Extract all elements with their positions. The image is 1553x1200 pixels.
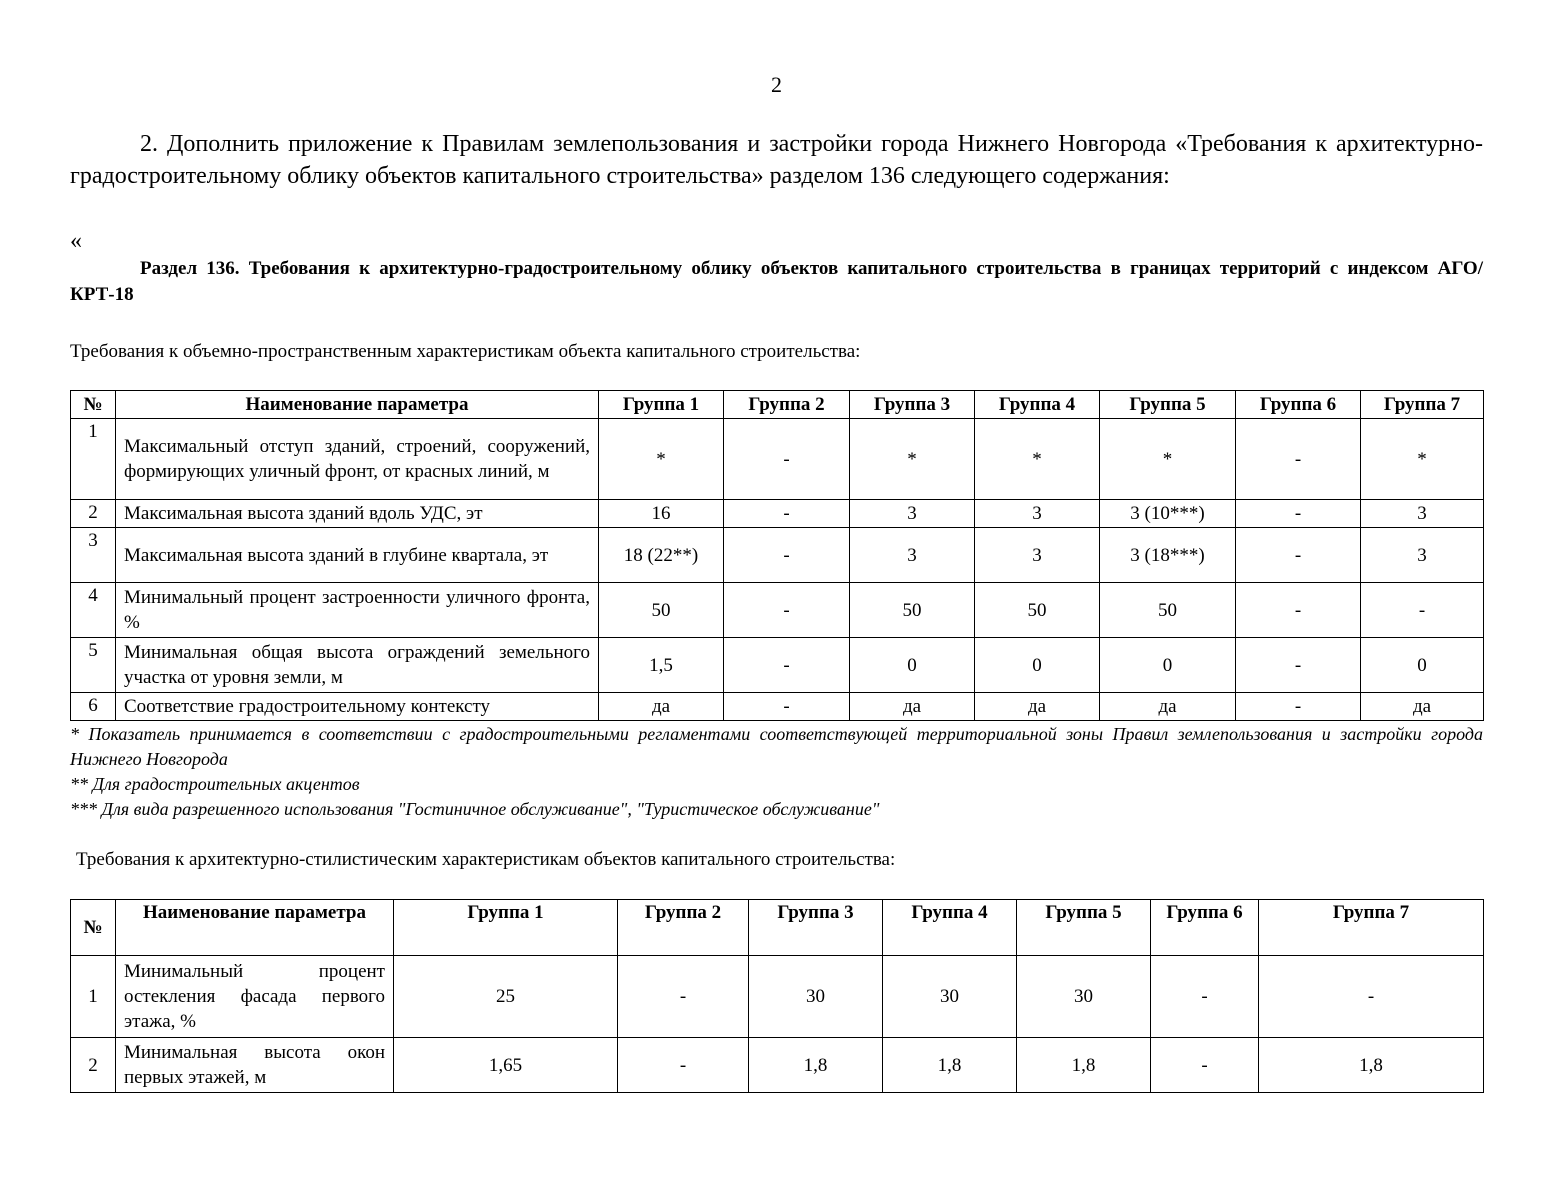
value-cell: да <box>599 693 724 721</box>
value-cell: да <box>1100 693 1236 721</box>
value-cell: 25 <box>394 956 618 1038</box>
value-cell: 3 <box>850 500 975 528</box>
intro-paragraph: 2. Дополнить приложение к Правилам землепользования и застройки города Нижнего Новгорода «Требования к архитектурно-градостроительному облику объектов капитального строительства» разделом 136 следующего содержания: <box>70 131 1483 189</box>
row-number: 3 <box>71 528 116 583</box>
value-cell: 1,8 <box>749 1038 883 1093</box>
value-cell: 3 <box>850 528 975 583</box>
value-cell: 3 (18***) <box>1100 528 1236 583</box>
footnote: * Показатель принимается в соответствии с градостроительными регламентами соответствующей территориальной зоны Правил землепользования и застройки города Нижнего Новгорода <box>70 724 1483 769</box>
value-cell: да <box>850 693 975 721</box>
opening-quote: « <box>70 228 82 254</box>
value-cell: 0 <box>975 638 1100 693</box>
value-cell: да <box>975 693 1100 721</box>
value-cell: 1,5 <box>599 638 724 693</box>
header-cell: Группа 6 <box>1236 391 1361 419</box>
table-row <box>71 419 1484 500</box>
row-number: 1 <box>71 419 116 500</box>
value-cell: 30 <box>749 956 883 1038</box>
table1-footnotes <box>70 722 1483 822</box>
header-cell: Группа 2 <box>724 391 850 419</box>
value-cell: - <box>724 500 850 528</box>
table-row <box>71 956 1484 1038</box>
value-cell: да <box>1361 693 1484 721</box>
header-cell: Группа 4 <box>883 900 1017 956</box>
row-number: 6 <box>71 693 116 721</box>
value-cell: 0 <box>1361 638 1484 693</box>
value-cell: 50 <box>975 583 1100 638</box>
table-row <box>71 1038 1484 1093</box>
header-cell: Группа 2 <box>618 900 749 956</box>
value-cell: - <box>1361 583 1484 638</box>
value-cell: - <box>724 528 850 583</box>
footnote: *** Для вида разрешенного использования "Гостиничное обслуживание", "Туристическое обслуживание" <box>70 799 880 819</box>
value-cell: - <box>1236 638 1361 693</box>
architectural-style-table <box>70 899 1484 1093</box>
value-cell: - <box>724 693 850 721</box>
row-number: 2 <box>71 500 116 528</box>
value-cell: - <box>1236 500 1361 528</box>
parameter-name: Максимальный отступ зданий, строений, сооружений, формирующих уличный фронт, от красных линий, м <box>116 419 599 500</box>
table-header-row <box>71 391 1484 419</box>
value-cell: 50 <box>599 583 724 638</box>
header-cell: Группа 7 <box>1259 900 1484 956</box>
value-cell: 3 (10***) <box>1100 500 1236 528</box>
value-cell: 1,8 <box>883 1038 1017 1093</box>
value-cell: 50 <box>1100 583 1236 638</box>
value-cell: - <box>1151 956 1259 1038</box>
value-cell: 0 <box>1100 638 1236 693</box>
page-number: 2 <box>771 72 782 97</box>
section-title: Раздел 136. Требования к архитектурно-градостроительному облику объектов капитального строительства в границах территорий с индексом АГО/КРТ-18 <box>70 258 1483 305</box>
parameter-name: Минимальный процент застроенности уличного фронта, % <box>116 583 599 638</box>
table-row <box>71 528 1484 583</box>
value-cell: 1,8 <box>1017 1038 1151 1093</box>
value-cell: - <box>1259 956 1484 1038</box>
value-cell: - <box>1236 693 1361 721</box>
value-cell: - <box>1236 583 1361 638</box>
value-cell: - <box>1151 1038 1259 1093</box>
value-cell: 30 <box>883 956 1017 1038</box>
parameter-name: Минимальная высота окон первых этажей, м <box>116 1038 394 1093</box>
value-cell: 0 <box>850 638 975 693</box>
row-number: 4 <box>71 583 116 638</box>
table2-caption: Требования к архитектурно-стилистическим характеристикам объектов капитального строительства: <box>76 849 896 870</box>
table-row <box>71 693 1484 721</box>
row-number: 2 <box>71 1038 116 1093</box>
header-cell: Группа 6 <box>1151 900 1259 956</box>
value-cell: - <box>1236 528 1361 583</box>
header-cell: № <box>71 900 116 956</box>
value-cell: 3 <box>1361 528 1484 583</box>
header-cell: Группа 5 <box>1100 391 1236 419</box>
parameter-name: Минимальная общая высота ограждений земельного участка от уровня земли, м <box>116 638 599 693</box>
volume-spatial-table <box>70 390 1484 721</box>
row-number: 5 <box>71 638 116 693</box>
header-cell: Наименование параметра <box>116 900 394 956</box>
header-cell: Группа 3 <box>749 900 883 956</box>
footnote: ** Для градостроительных акцентов <box>70 774 360 794</box>
value-cell: * <box>1100 419 1236 500</box>
header-cell: № <box>71 391 116 419</box>
table1-caption: Требования к объемно-пространственным характеристикам объекта капитального строительства: <box>70 341 861 362</box>
value-cell: 50 <box>850 583 975 638</box>
table-header-row <box>71 900 1484 956</box>
value-cell: 16 <box>599 500 724 528</box>
value-cell: * <box>975 419 1100 500</box>
value-cell: 3 <box>975 528 1100 583</box>
value-cell: - <box>724 419 850 500</box>
value-cell: 18 (22**) <box>599 528 724 583</box>
parameter-name: Соответствие градостроительному контексту <box>116 693 599 721</box>
value-cell: 1,65 <box>394 1038 618 1093</box>
row-number: 1 <box>71 956 116 1038</box>
header-cell: Группа 3 <box>850 391 975 419</box>
parameter-name: Минимальный процент остекления фасада первого этажа, % <box>116 956 394 1038</box>
value-cell: 30 <box>1017 956 1151 1038</box>
value-cell: - <box>618 956 749 1038</box>
header-cell: Наименование параметра <box>116 391 599 419</box>
value-cell: * <box>850 419 975 500</box>
header-cell: Группа 1 <box>394 900 618 956</box>
header-cell: Группа 1 <box>599 391 724 419</box>
table-row <box>71 500 1484 528</box>
parameter-name: Максимальная высота зданий в глубине квартала, эт <box>116 528 599 583</box>
value-cell: * <box>1361 419 1484 500</box>
header-cell: Группа 4 <box>975 391 1100 419</box>
value-cell: * <box>599 419 724 500</box>
value-cell: - <box>724 583 850 638</box>
value-cell: 1,8 <box>1259 1038 1484 1093</box>
value-cell: - <box>1236 419 1361 500</box>
value-cell: - <box>724 638 850 693</box>
table-row <box>71 583 1484 638</box>
parameter-name: Максимальная высота зданий вдоль УДС, эт <box>116 500 599 528</box>
value-cell: 3 <box>1361 500 1484 528</box>
value-cell: 3 <box>975 500 1100 528</box>
value-cell: - <box>618 1038 749 1093</box>
header-cell: Группа 5 <box>1017 900 1151 956</box>
header-cell: Группа 7 <box>1361 391 1484 419</box>
table-row <box>71 638 1484 693</box>
